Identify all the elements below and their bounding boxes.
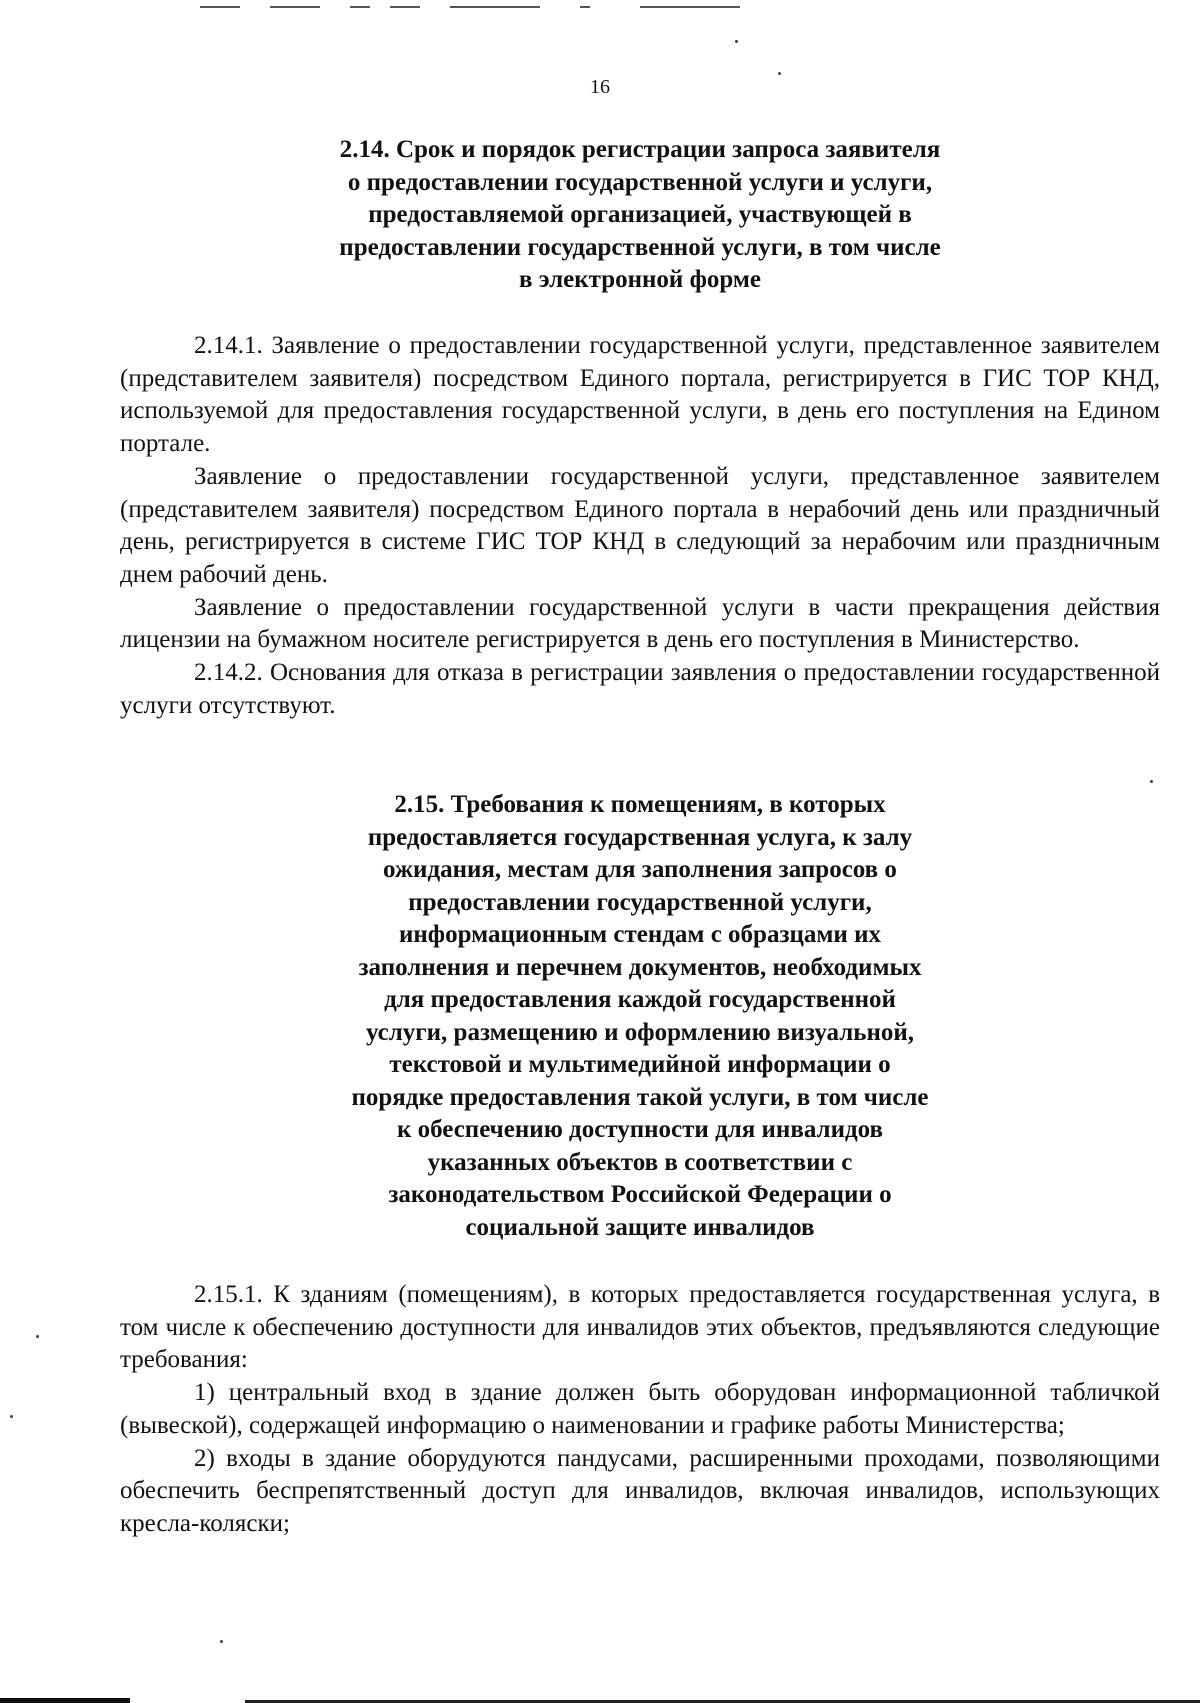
paragraph: Заявление о предоставлении государственной услуги в части прекращения действия лицензии на бумажном носителе регистрируется в день его поступления в Министерство.	[120, 593, 1160, 654]
heading-line: указанных объектов в соответствии с	[427, 1148, 853, 1176]
scan-speck	[778, 72, 781, 75]
paragraph: Заявление о предоставлении государственной услуги, представленное заявителем (представителем заявителя) посредством Единого портала в нерабочий день или праздничный день, регистрируется в системе ГИС ТОР КНД в следующий за нерабочим или праздничным днем рабочий день.	[120, 462, 1160, 588]
heading-line: о предоставлении государственной услуги и услуги,	[347, 168, 933, 196]
paragraph: 2) входы в здание оборудуются пандусами, расширенными проходами, позволяющими обеспечить беспрепятственный доступ для инвалидов, включая инвалидов, использующих кресла-коляски;	[120, 1444, 1160, 1537]
section-2-14-body	[120, 330, 1160, 722]
heading-line: в электронной форме	[518, 266, 762, 293]
paragraph: 2.15.1. К зданиям (помещениям), в которых предоставляется государственная услуга, в том числе к обеспечению доступности для инвалидов этих объектов, предъявляются следующие требования:	[120, 1281, 1160, 1374]
heading-line: информационным стендам с образцами их	[399, 921, 881, 948]
scan-speck	[735, 40, 738, 43]
heading-line: предоставляется государственная услуга, к залу	[367, 823, 913, 851]
heading-line: 2.14. Срок и порядок регистрации запроса заявителя	[339, 136, 941, 163]
scan-speck	[1150, 780, 1153, 783]
heading-line: текстовой и мультимедийной информации о	[389, 1051, 891, 1078]
heading-line: ожидания, местам для заполнения запросов о	[383, 856, 897, 883]
scan-speck	[220, 1640, 223, 1643]
paragraph: 1) центральный вход в здание должен быть оборудован информационной табличкой (вывеской), содержащей информацию о наименовании и графике работы Министерства;	[120, 1379, 1160, 1439]
scan-artifact-bottom	[0, 1697, 1200, 1703]
heading-line: предоставлении государственной услуги,	[408, 888, 872, 916]
section-2-15-body	[120, 1279, 1160, 1541]
heading-line: предоставлении государственной услуги, в том числе	[339, 233, 941, 261]
heading-line: порядке предоставления такой услуги, в том числе	[351, 1083, 929, 1111]
heading-line: предоставляемой организацией, участвующей в	[368, 201, 912, 228]
scan-artifact-top	[200, 6, 800, 9]
heading-line: законодательством Российской Федерации о	[388, 1181, 892, 1208]
scan-speck	[10, 1415, 13, 1418]
heading-line: заполнения и перечнем документов, необходимых	[358, 953, 922, 981]
scan-speck	[36, 1335, 39, 1338]
paragraph: 2.14.1. Заявление о предоставлении государственной услуги, представленное заявителем (представителем заявителя) посредством Единого портала, регистрируется в ГИС ТОР КНД, используемой для предоставления государственной услуги, в день его поступления на Едином портале.	[120, 332, 1160, 458]
heading-line: услуги, размещению и оформлению визуальной,	[365, 1018, 915, 1046]
paragraph: 2.14.2. Основания для отказа в регистрации заявления о предоставлении государственной услуги отсутствуют.	[120, 659, 1160, 719]
page-number: 16	[590, 76, 610, 98]
section-2-14-heading	[200, 134, 1080, 297]
heading-line: 2.15. Требования к помещениям, в которых	[394, 791, 886, 818]
section-2-15-heading	[200, 789, 1080, 1244]
heading-line: социальной защите инвалидов	[465, 1213, 815, 1241]
heading-line: к обеспечению доступности для инвалидов	[396, 1116, 884, 1143]
heading-line: для предоставления каждой государственной	[384, 986, 896, 1013]
